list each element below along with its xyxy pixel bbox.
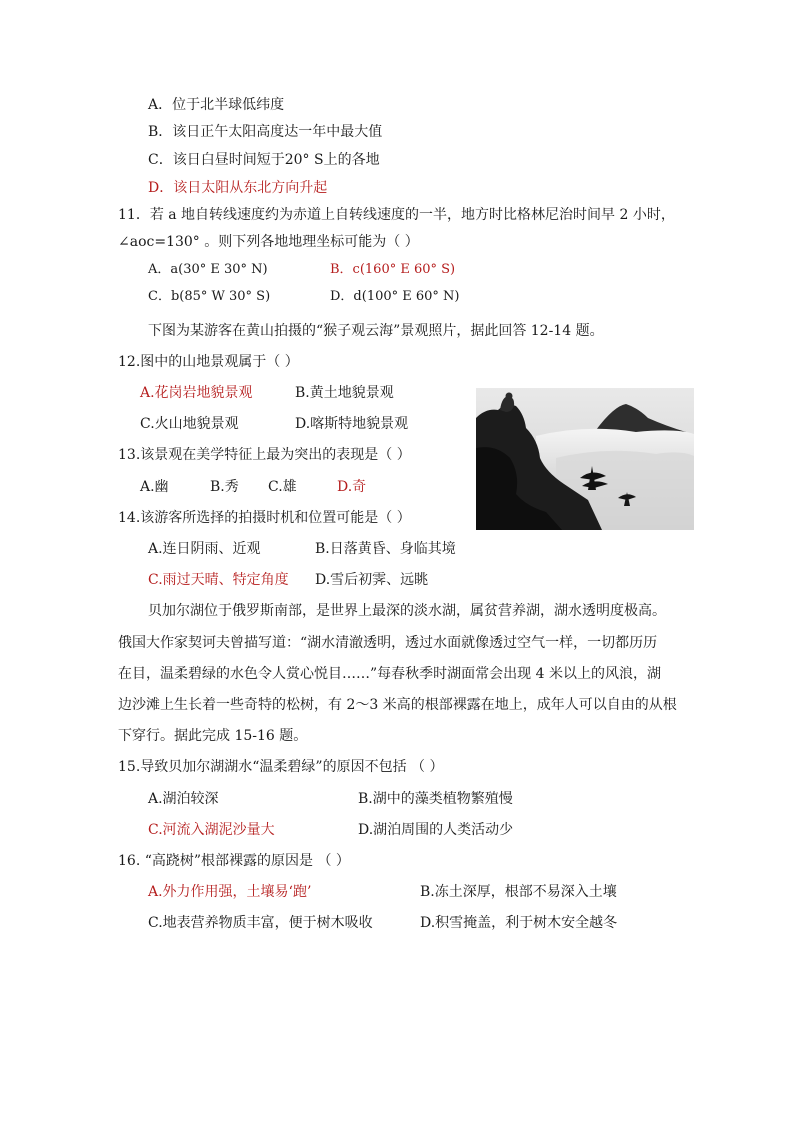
q13-stem: 13.该景观在美学特征上最为突出的表现是（ ） bbox=[118, 447, 411, 463]
q15-option-a: A.湖泊较深 bbox=[148, 791, 219, 807]
passage-line4: 边沙滩上生长着一些奇特的松树，有 2～3 米高的根部裸露在地上，成年人可以自由的从根 bbox=[118, 697, 677, 713]
q11-option-a: A．a(30° E 30° N) bbox=[148, 262, 268, 277]
q13-option-d-answer: D.奇 bbox=[337, 479, 367, 495]
q15-stem: 15.导致贝加尔湖湖水“温柔碧绿”的原因不包括 （ ） bbox=[118, 759, 444, 775]
q10-option-b: B．该日正午太阳高度达一年中最大值 bbox=[148, 124, 383, 140]
passage-line3: 在目，温柔碧绿的水色令人赏心悦目……”每春秋季时湖面常会出现 4 米以上的风浪，湖 bbox=[118, 666, 661, 682]
q14-option-a: A.连日阴雨、近观 bbox=[148, 541, 261, 557]
q11-option-c: C．b(85° W 30° S) bbox=[148, 289, 271, 304]
huangshan-photo bbox=[476, 388, 694, 530]
q14-stem: 14.该游客所选择的拍摄时机和位置可能是（ ） bbox=[118, 510, 411, 526]
q15-option-c-answer: C.河流入湖泥沙量大 bbox=[148, 822, 275, 838]
q12-option-b: B.黄土地貌景观 bbox=[295, 385, 394, 401]
q16-option-b: B.冻土深厚，根部不易深入土壤 bbox=[420, 884, 617, 900]
passage-line2: 俄国大作家契诃夫曾描写道：“湖水清澈透明，透过水面就像透过空气一样，一切都历历 bbox=[118, 635, 658, 651]
q10-option-a: A．位于北半球低纬度 bbox=[148, 97, 285, 113]
q11-stem-line1: 11．若 a 地自转线速度约为赤道上自转线速度的一半，地方时比格林尼治时间早 2 小时， bbox=[118, 207, 675, 223]
q11-option-d: D．d(100° E 60° N) bbox=[330, 289, 460, 304]
q16-stem: 16. “高跷树”根部裸露的原因是 （ ） bbox=[118, 853, 350, 869]
q14-option-b: B.日落黄昏、身临其境 bbox=[315, 541, 456, 557]
q16-option-a-answer: A.外力作用强，土壤易‘跑’ bbox=[148, 884, 312, 900]
q11-stem-line2: ∠aoc=130° 。则下列各地地理坐标可能为（ ） bbox=[118, 234, 419, 250]
q10-option-d-answer: D．该日太阳从东北方向升起 bbox=[148, 180, 328, 196]
q13-option-a: A.幽 bbox=[140, 479, 169, 495]
q10-option-c: C．该日白昼时间短于20° S上的各地 bbox=[148, 152, 380, 168]
q15-option-d: D.湖泊周围的人类活动少 bbox=[358, 822, 514, 838]
q15-option-b: B.湖中的藻类植物繁殖慢 bbox=[358, 791, 513, 807]
q12-option-a-answer: A.花岗岩地貌景观 bbox=[140, 385, 253, 401]
q14-option-d: D.雪后初霁、远眺 bbox=[315, 572, 429, 588]
passage-line5: 下穿行。据此完成 15-16 题。 bbox=[118, 728, 308, 744]
q12-stem: 12.图中的山地景观属于（ ） bbox=[118, 354, 299, 370]
q14-option-c-answer: C.雨过天晴、特定角度 bbox=[148, 572, 289, 588]
q16-option-c: C.地表营养物质丰富，便于树木吸收 bbox=[148, 915, 373, 931]
intro-12-14: 下图为某游客在黄山拍摄的“猴子观云海”景观照片，据此回答 12-14 题。 bbox=[148, 323, 604, 339]
q12-option-d: D.喀斯特地貌景观 bbox=[295, 416, 409, 432]
q13-option-b: B.秀 bbox=[210, 479, 239, 495]
q16-option-d: D.积雪掩盖，利于树木安全越冬 bbox=[420, 915, 618, 931]
q13-option-c: C.雄 bbox=[268, 479, 297, 495]
huangshan-photo-drawing bbox=[476, 388, 694, 530]
passage-line1: 贝加尔湖位于俄罗斯南部，是世界上最深的淡水湖，属贫营养湖，湖水透明度极高。 bbox=[148, 603, 666, 619]
q11-option-b-answer: B．c(160° E 60° S) bbox=[330, 262, 456, 277]
q12-option-c: C.火山地貌景观 bbox=[140, 416, 239, 432]
